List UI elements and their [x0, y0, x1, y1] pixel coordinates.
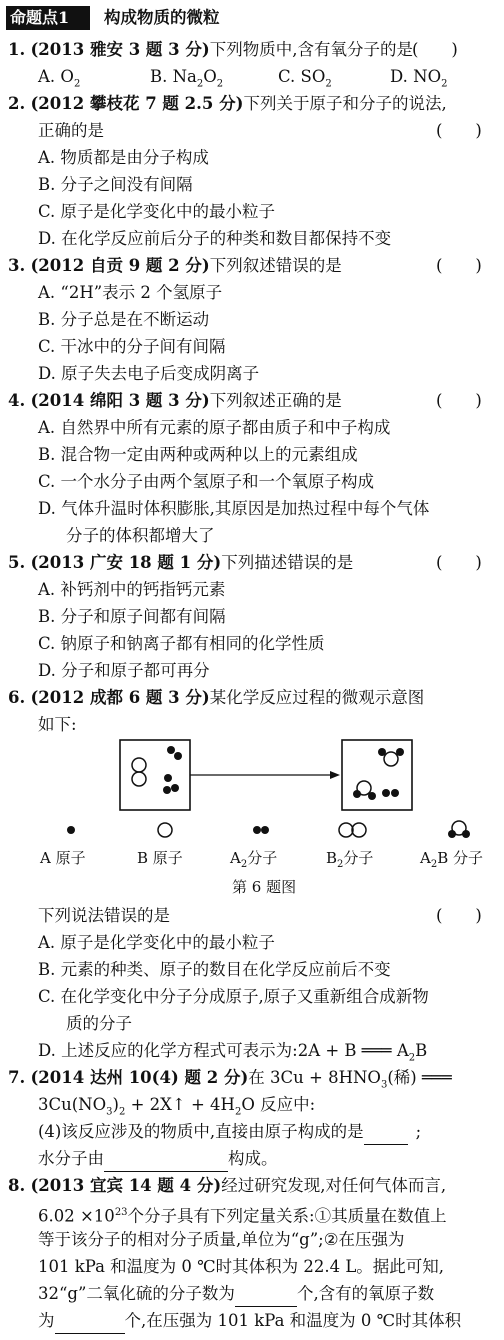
legend-label-a2: $A_2$分子 [230, 849, 278, 870]
question-8-line-6: 为 个,在压强为 101 kPa 和温度为 0 ℃时其体积 [38, 1307, 461, 1334]
section-title: 构成物质的微粒 [104, 8, 220, 27]
question-1-options: A. $O_2$ B. $Na_2O_2$ C. $SO_2$ D. $NO_2$ [38, 67, 448, 90]
option: D. 气体升温时体积膨胀,其原因是加热过程中每个气体 [38, 499, 430, 518]
option: A. 自然界中所有元素的原子都由质子和中子构成 [38, 418, 391, 437]
option: C. 钠原子和钠离子都有相同的化学性质 [38, 634, 325, 653]
legend-b-atom-icon [158, 823, 172, 837]
a-atom [163, 786, 171, 794]
answer-blank[interactable] [104, 1153, 228, 1172]
legend-label-b2: $B_2$分子 [326, 849, 374, 870]
question-8-line-5: 32“g”二氧化硫的分子数为 个,含有的氧原子数 [38, 1280, 434, 1307]
question-6-stem: 6. (2012 成都 6 题 3 分)某化学反应过程的微观示意图 [8, 688, 425, 707]
a-atom [167, 746, 175, 754]
option: B. 元素的种类、原子的数目在化学反应前后不变 [38, 960, 391, 979]
option-continued: 分子的体积都增大了 [66, 526, 215, 545]
question-1-stem: 1. (2013 雅安 3 题 3 分)下列物质中,含有氧分子的是 [8, 40, 413, 59]
legend-a2-icon [253, 826, 261, 834]
question-8-line-4: 101 kPa 和温度为 0 ℃时其体积为 22.4 L。据此可知, [38, 1257, 445, 1276]
figure-caption: 第 6 题图 [232, 878, 297, 896]
answer-paren: ( ) [436, 391, 482, 410]
option: C. 原子是化学变化中的最小粒子 [38, 202, 276, 221]
answer-blank[interactable] [55, 1315, 125, 1334]
legend-label-a2b: $A_2B$ 分子 [420, 849, 484, 870]
micro-reaction-svg [0, 730, 504, 900]
question-8-stem: 8. (2013 宜宾 14 题 4 分)经过研究发现,对任何气体而言, [8, 1176, 447, 1195]
answer-blank[interactable] [364, 1126, 408, 1145]
legend-a-atom-icon [67, 826, 75, 834]
answer-paren: ( ) [436, 553, 482, 572]
option: C. 干冰中的分子间有间隔 [38, 337, 226, 356]
b2-molecule [132, 758, 146, 772]
question-2-stem: 2. (2012 攀枝花 7 题 2.5 分)下列关于原子和分子的说法, [8, 94, 447, 113]
legend-label-b: B 原子 [137, 849, 183, 867]
question-8-line-2: $6.02 \times 10^{23}$个分子具有下列定量关系:①其质量在数值上 [38, 1206, 447, 1226]
question-4-stem: 4. (2014 绵阳 3 题 3 分)下列叙述正确的是 [8, 391, 342, 410]
option: B. 分子之间没有间隔 [38, 175, 193, 194]
answer-paren: ( ) [436, 121, 482, 140]
option: C. 一个水分子由两个氢原子和一个氧原子构成 [38, 472, 375, 491]
question-8-line-3: 等于该分子的相对分子质量,单位为“g”;②在压强为 [38, 1230, 405, 1249]
answer-paren: ( ) [436, 256, 482, 275]
option: B. 分子总是在不断运动 [38, 310, 210, 329]
section-tag: 命题点1 [6, 6, 90, 30]
option: D. 上述反应的化学方程式可表示为:2A + B ═══ $A_2B$ [38, 1041, 428, 1064]
option-continued: 质的分子 [66, 1014, 132, 1033]
question-2-stem-2: 正确的是 [38, 121, 104, 140]
option: C. 在化学变化中分子分成原子,原子又重新组合成新物 [38, 987, 429, 1006]
question-7-sub: (4)该反应涉及的物质中,直接由原子构成的是 ; [38, 1118, 421, 1145]
b2-molecule [132, 772, 146, 786]
question-6-stem-2: 如下: [38, 715, 77, 734]
a-atom [171, 784, 179, 792]
option: B. 分子和原子间都有间隔 [38, 607, 226, 626]
option: A. “2H”表示 2 个氢原子 [38, 283, 223, 302]
option: D. 分子和原子都可再分 [38, 661, 210, 680]
question-7-sub-2: 水分子由 构成。 [38, 1145, 278, 1172]
question-6-sub-stem: 下列说法错误的是 [38, 906, 170, 925]
answer-blank[interactable] [235, 1288, 297, 1307]
arrow-head [330, 771, 340, 779]
question-5-stem: 5. (2013 广安 18 题 1 分)下列描述错误的是 [8, 553, 354, 572]
option: A. 原子是化学变化中的最小粒子 [38, 933, 275, 952]
legend-label-a: A 原子 [40, 849, 86, 867]
before-box [120, 740, 190, 810]
question-3-stem: 3. (2012 自贡 9 题 2 分)下列叙述错误的是 [8, 256, 342, 275]
option: D. 原子失去电子后变成阴离子 [38, 364, 260, 383]
question-7-stem: 7. (2014 达州 10(4) 题 2 分)在 $3Cu + 8HNO_3$(稀) ═══ [8, 1068, 452, 1091]
question-7-equation: $3Cu(NO_3)_2$ + 2X↑ + $4H_2O$ 反应中: [38, 1095, 316, 1118]
legend-b2-icon [339, 823, 353, 837]
option: D. 在化学反应前后分子的种类和数目都保持不变 [38, 229, 392, 248]
option: A. 补钙剂中的钙指钙元素 [38, 580, 226, 599]
a-atom [174, 752, 182, 760]
answer-paren: ( ) [412, 40, 458, 59]
answer-paren: ( ) [436, 906, 482, 925]
option: B. 混合物一定由两种或两种以上的元素组成 [38, 445, 358, 464]
a-atom [164, 774, 172, 782]
option: A. 物质都是由分子构成 [38, 148, 209, 167]
reaction-diagram [0, 730, 504, 900]
